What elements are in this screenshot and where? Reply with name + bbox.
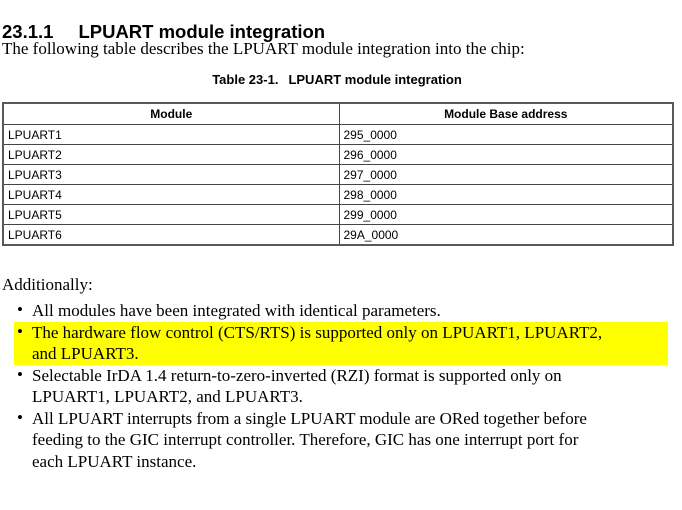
list-item bbox=[14, 300, 668, 322]
bullet-icon: • bbox=[17, 364, 23, 384]
cell-module: LPUART5 bbox=[3, 205, 339, 225]
cell-module: LPUART2 bbox=[3, 145, 339, 165]
list-item-line: All LPUART interrupts from a single LPUART module are ORed together before bbox=[32, 408, 587, 428]
cell-base-address: 299_0000 bbox=[339, 205, 673, 225]
table-row bbox=[3, 145, 673, 165]
cell-base-address: 297_0000 bbox=[339, 165, 673, 185]
cell-base-address: 29A_0000 bbox=[339, 225, 673, 246]
section-number: 23.1.1 bbox=[2, 21, 54, 43]
table-row bbox=[3, 165, 673, 185]
cell-module: LPUART1 bbox=[3, 125, 339, 145]
integration-table bbox=[2, 102, 674, 246]
table-caption bbox=[2, 72, 672, 88]
table-row bbox=[3, 205, 673, 225]
list-item bbox=[14, 365, 668, 408]
additionally-label: Additionally: bbox=[2, 275, 93, 294]
cell-base-address: 298_0000 bbox=[339, 185, 673, 205]
column-header-module: Module bbox=[3, 103, 339, 125]
list-item-line: All modules have been integrated with identical parameters. bbox=[32, 301, 441, 320]
bullet-icon: • bbox=[17, 321, 23, 341]
table-row bbox=[3, 185, 673, 205]
cell-module: LPUART4 bbox=[3, 185, 339, 205]
column-header-base-address: Module Base address bbox=[339, 103, 673, 125]
list-item-line: each LPUART instance. bbox=[32, 451, 197, 471]
bullet-icon: • bbox=[17, 407, 23, 427]
intro-paragraph: The following table describes the LPUART module integration into the chip: bbox=[2, 39, 525, 58]
list-item-line: The hardware flow control (CTS/RTS) is supported only on LPUART1, LPUART2, bbox=[32, 322, 603, 342]
list-item-line: feeding to the GIC interrupt controller. Therefore, GIC has one interrupt port for bbox=[32, 430, 579, 449]
bullet-icon: • bbox=[17, 300, 23, 319]
cell-module: LPUART6 bbox=[3, 225, 339, 246]
list-item-highlighted bbox=[14, 322, 668, 365]
list-item bbox=[14, 408, 668, 473]
list-item-line: and LPUART3. bbox=[32, 344, 139, 363]
cell-base-address: 296_0000 bbox=[339, 145, 673, 165]
list-item-line: Selectable IrDA 1.4 return-to-zero-inverted (RZI) format is supported only on bbox=[32, 365, 562, 385]
cell-base-address: 295_0000 bbox=[339, 125, 673, 145]
section-title: LPUART module integration bbox=[78, 21, 326, 43]
table-row bbox=[3, 125, 673, 145]
table-row bbox=[3, 225, 673, 246]
table-header-row bbox=[3, 103, 673, 125]
table-caption-label: Table 23-1. bbox=[212, 72, 279, 87]
cell-module: LPUART3 bbox=[3, 165, 339, 185]
table-caption-title: LPUART module integration bbox=[288, 72, 462, 87]
bullet-list bbox=[14, 300, 668, 472]
list-item-line: LPUART1, LPUART2, and LPUART3. bbox=[32, 387, 303, 406]
